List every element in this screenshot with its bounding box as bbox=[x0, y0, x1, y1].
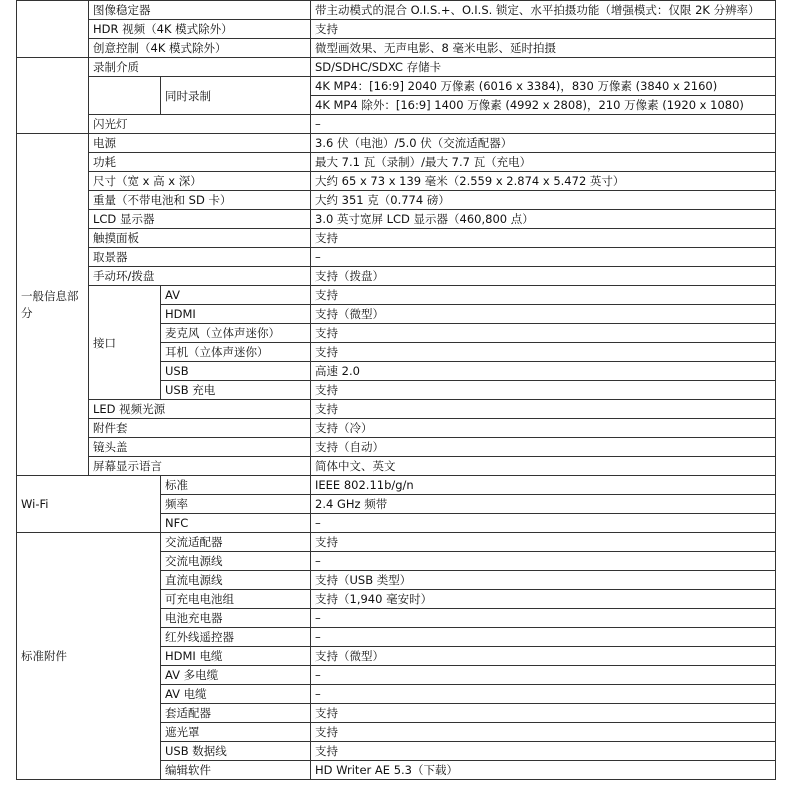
row-value: 支持 bbox=[311, 400, 776, 419]
row-label: 套适配器 bbox=[161, 704, 311, 723]
row-value: 带主动模式的混合 O.I.S.+、O.I.S. 锁定、水平拍摄功能（增强模式：仅限 2K 分辨率） bbox=[311, 1, 776, 20]
section-cell-top bbox=[17, 1, 89, 58]
row-label: 直流电源线 bbox=[161, 571, 311, 590]
section-label-wifi: Wi-Fi bbox=[17, 476, 161, 533]
row-label: 创意控制（4K 模式除外） bbox=[89, 39, 311, 58]
row-value: 支持（自动） bbox=[311, 438, 776, 457]
row-label: 功耗 bbox=[89, 153, 311, 172]
row-label: USB 数据线 bbox=[161, 742, 311, 761]
table-row bbox=[17, 457, 776, 476]
table-row bbox=[17, 39, 776, 58]
section-label-accessories: 标准附件 bbox=[17, 533, 161, 780]
row-label: 红外线遥控器 bbox=[161, 628, 311, 647]
table-row bbox=[17, 286, 776, 305]
section-label-general: 一般信息部分 bbox=[17, 134, 89, 476]
row-value: 支持 bbox=[311, 533, 776, 552]
table-row bbox=[17, 172, 776, 191]
row-label: LED 视频光源 bbox=[89, 400, 311, 419]
row-label: 可充电电池组 bbox=[161, 590, 311, 609]
row-label: AV bbox=[161, 286, 311, 305]
row-value: – bbox=[311, 666, 776, 685]
row-value: 支持（拨盘） bbox=[311, 267, 776, 286]
row-value: – bbox=[311, 685, 776, 704]
row-value: 支持 bbox=[311, 20, 776, 39]
row-label: USB 充电 bbox=[161, 381, 311, 400]
row-value: 支持（1,940 毫安时） bbox=[311, 590, 776, 609]
row-label: 尺寸（宽 x 高 x 深） bbox=[89, 172, 311, 191]
row-label: 手动环/拨盘 bbox=[89, 267, 311, 286]
table-row bbox=[17, 248, 776, 267]
row-value: 高速 2.0 bbox=[311, 362, 776, 381]
row-label: LCD 显示器 bbox=[89, 210, 311, 229]
row-value: – bbox=[311, 115, 776, 134]
row-value: 支持（微型） bbox=[311, 647, 776, 666]
row-value: 支持 bbox=[311, 324, 776, 343]
table-row bbox=[17, 533, 776, 552]
row-value: – bbox=[311, 609, 776, 628]
row-label: 标准 bbox=[161, 476, 311, 495]
row-label: 同时录制 bbox=[161, 77, 311, 115]
row-value: – bbox=[311, 552, 776, 571]
row-label: HDMI 电缆 bbox=[161, 647, 311, 666]
row-value: 支持 bbox=[311, 343, 776, 362]
row-value: 大约 351 克（0.774 磅） bbox=[311, 191, 776, 210]
table-row bbox=[17, 153, 776, 172]
section-cell-recording bbox=[17, 58, 89, 134]
table-row bbox=[17, 77, 776, 96]
table-row bbox=[17, 400, 776, 419]
row-label: AV 多电缆 bbox=[161, 666, 311, 685]
table-row bbox=[17, 20, 776, 39]
table-row bbox=[17, 115, 776, 134]
row-label: 遮光罩 bbox=[161, 723, 311, 742]
table-row bbox=[17, 134, 776, 153]
row-label: HDMI bbox=[161, 305, 311, 324]
row-label: 触摸面板 bbox=[89, 229, 311, 248]
row-label: 附件套 bbox=[89, 419, 311, 438]
spec-table bbox=[16, 0, 776, 780]
table-row bbox=[17, 419, 776, 438]
blank-cell bbox=[89, 77, 161, 115]
row-label: 屏幕显示语言 bbox=[89, 457, 311, 476]
row-value: 4K MP4 除外：[16:9] 1400 万像素 (4992 x 2808)，210 万像素 (1920 x 1080) bbox=[311, 96, 776, 115]
row-value: 支持（微型） bbox=[311, 305, 776, 324]
row-value: 2.4 GHz 频带 bbox=[311, 495, 776, 514]
row-label: 重量（不带电池和 SD 卡） bbox=[89, 191, 311, 210]
row-label: 电源 bbox=[89, 134, 311, 153]
row-value: – bbox=[311, 248, 776, 267]
row-value: 支持 bbox=[311, 742, 776, 761]
table-row bbox=[17, 438, 776, 457]
row-label: AV 电缆 bbox=[161, 685, 311, 704]
row-value: SD/SDHC/SDXC 存储卡 bbox=[311, 58, 776, 77]
row-value: 简体中文、英文 bbox=[311, 457, 776, 476]
row-value: 大约 65 x 73 x 139 毫米（2.559 x 2.874 x 5.472 英寸） bbox=[311, 172, 776, 191]
row-label: 取景器 bbox=[89, 248, 311, 267]
row-value: – bbox=[311, 628, 776, 647]
row-label: 交流适配器 bbox=[161, 533, 311, 552]
row-label: 图像稳定器 bbox=[89, 1, 311, 20]
row-label: 录制介质 bbox=[89, 58, 311, 77]
table-row bbox=[17, 1, 776, 20]
row-label: 编辑软件 bbox=[161, 761, 311, 780]
row-label: NFC bbox=[161, 514, 311, 533]
row-label: 交流电源线 bbox=[161, 552, 311, 571]
row-value: IEEE 802.11b/g/n bbox=[311, 476, 776, 495]
table-row bbox=[17, 58, 776, 77]
row-value: 3.0 英寸宽屏 LCD 显示器（460,800 点） bbox=[311, 210, 776, 229]
row-value: 4K MP4：[16:9] 2040 万像素 (6016 x 3384)，830 万像素 (3840 x 2160) bbox=[311, 77, 776, 96]
row-label: 电池充电器 bbox=[161, 609, 311, 628]
row-label: USB bbox=[161, 362, 311, 381]
row-value: 支持 bbox=[311, 381, 776, 400]
row-label: 镜头盖 bbox=[89, 438, 311, 457]
row-label: 麦克风（立体声迷你） bbox=[161, 324, 311, 343]
row-value: 支持 bbox=[311, 704, 776, 723]
table-row bbox=[17, 210, 776, 229]
row-value: 支持 bbox=[311, 723, 776, 742]
row-value: 支持 bbox=[311, 286, 776, 305]
row-value: 支持（USB 类型） bbox=[311, 571, 776, 590]
row-value: 最大 7.1 瓦（录制）/最大 7.7 瓦（充电） bbox=[311, 153, 776, 172]
row-value: 支持 bbox=[311, 229, 776, 248]
table-row bbox=[17, 476, 776, 495]
row-value: – bbox=[311, 514, 776, 533]
table-row bbox=[17, 191, 776, 210]
row-value: 微型画效果、无声电影、8 毫米电影、延时拍摄 bbox=[311, 39, 776, 58]
row-value: 3.6 伏（电池）/5.0 伏（交流适配器） bbox=[311, 134, 776, 153]
table-row bbox=[17, 267, 776, 286]
interface-label: 接口 bbox=[89, 286, 161, 400]
row-label: 频率 bbox=[161, 495, 311, 514]
table-row bbox=[17, 229, 776, 248]
row-label: 耳机（立体声迷你） bbox=[161, 343, 311, 362]
row-value: HD Writer AE 5.3（下载） bbox=[311, 761, 776, 780]
row-label: HDR 视频（4K 模式除外） bbox=[89, 20, 311, 39]
row-value: 支持（冷） bbox=[311, 419, 776, 438]
row-label: 闪光灯 bbox=[89, 115, 311, 134]
